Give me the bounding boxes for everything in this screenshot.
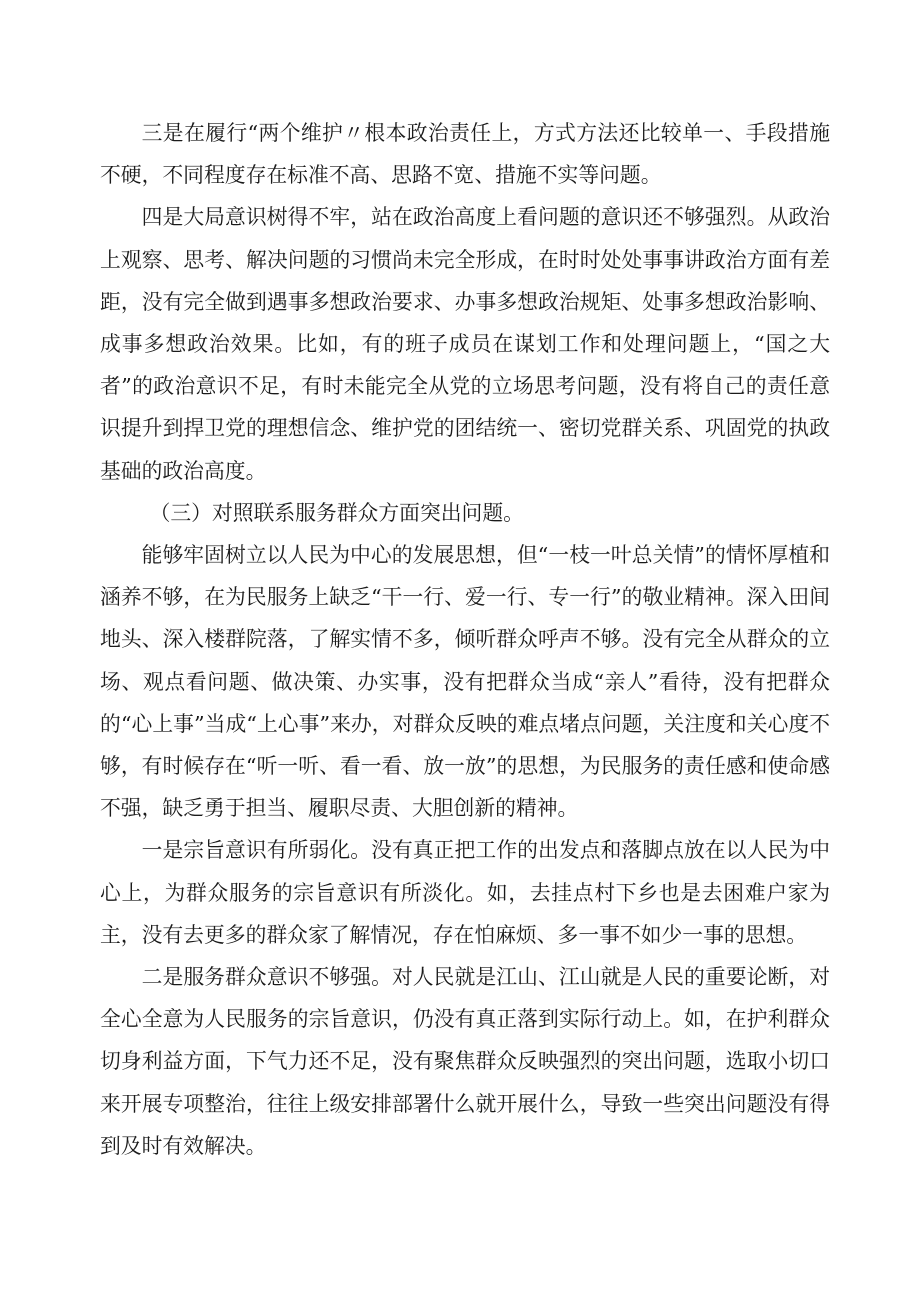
paragraph-first-point: 一是宗旨意识有所弱化。没有真正把工作的出发点和落脚点放在以人民为中心上，为群众服务的宗旨意识有所淡化。如，去挂点村下乡也是去困难户家为主，没有去更多的群众家了解情况，存在怕麻烦、多一事不如少一事的思想。 xyxy=(100,838,830,947)
section-heading-3: （三）对照联系服务群众方面突出问题。 xyxy=(149,500,524,525)
paragraph-third-point: 三是在履行“两个维护〃根本政治责任上，方式方法还比较单一、手段措施不硬，不同程度存在标准不高、思路不宽、措施不实等问题。 xyxy=(100,121,830,188)
document-body xyxy=(100,112,830,1167)
paragraph-second-point: 二是服务群众意识不够强。对人民就是江山、江山就是人民的重要论断，对全心全意为人民服务的宗旨意识，仍没有真正落到实际行动上。如，在护利群众切身利益方面，下气力还不足，没有聚焦群众反映强烈的突出问题，选取小切口来开展专项整治，往往上级安排部署什么就开展什么，导致一些突出问题没有得到及时有效解决。 xyxy=(100,965,830,1158)
paragraph-fourth-point: 四是大局意识树得不牢，站在政治高度上看问题的意识还不够强烈。从政治上观察、思考、解决问题的习惯尚未完全形成，在时时处处事事讲政治方面有差距，没有完全做到遇事多想政治要求、办事多想政治规矩、处事多想政治影响、成事多想政治效果。比如，有的班子成员在谋划工作和处理问题上，“国之大者”的政治意识不足，有时未能完全从党的立场思考问题，没有将自己的责任意识提升到捍卫党的理想信念、维护党的团结统一、密切党群关系、巩固党的执政基础的政治高度。 xyxy=(100,205,830,483)
paragraph-serving-masses: 能够牢固树立以人民为中心的发展思想，但“一枝一叶总关情”的情怀厚植和涵养不够，在为民服务上缺乏“干一行、爱一行、专一行”的敬业精神。深入田间地头、深入楼群院落，了解实情不多，倾听群众呼声不够。没有完全从群众的立场、观点看问题、做决策、办实事，没有把群众当成“亲人”看待，没有把群众的“心上事”当成“上心事”来办，对群众反映的难点堵点问题，关注度和关心度不够，有时候存在“听一听、看一看、放一放”的思想，为民服务的责任感和使命感不强，缺乏勇于担当、履职尽责、大胆创新的精神。 xyxy=(100,543,830,821)
